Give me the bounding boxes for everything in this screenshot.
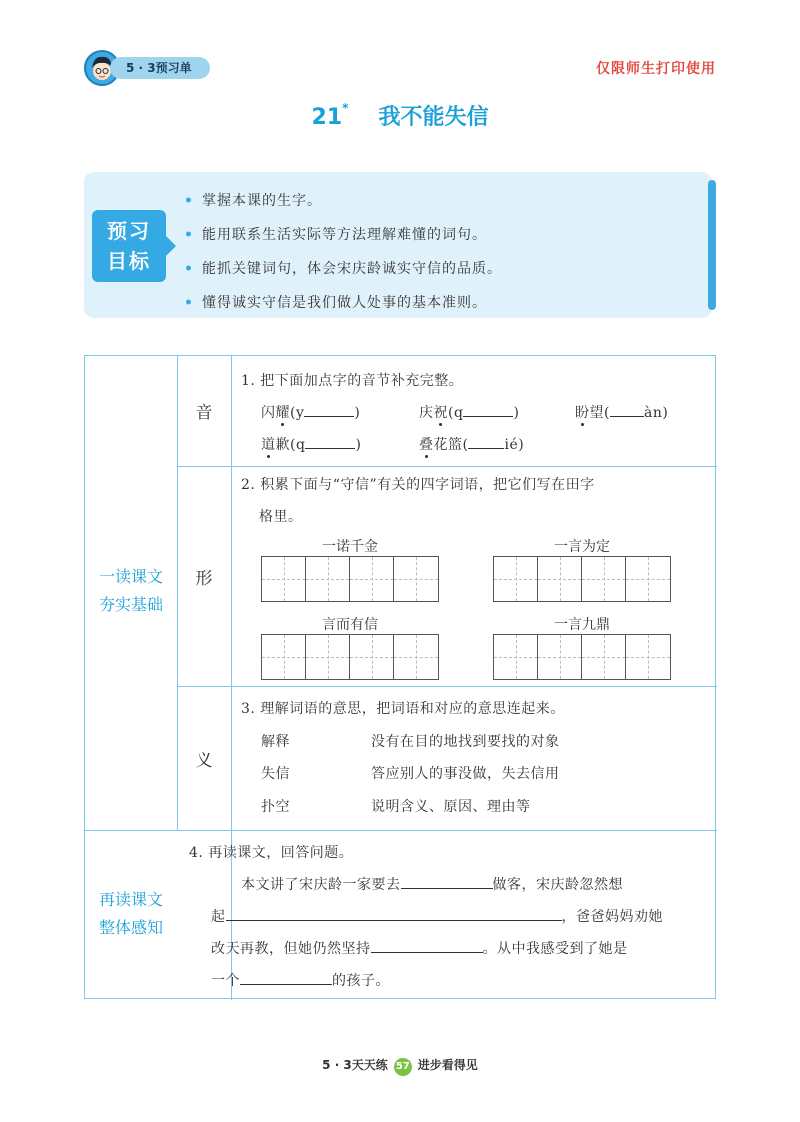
- lesson-mark: *: [342, 100, 349, 115]
- tian-grid[interactable]: [261, 556, 439, 602]
- sub-label-form: 形: [195, 569, 213, 589]
- word-part: ié): [504, 437, 525, 453]
- print-notice: 仅限师生打印使用: [596, 61, 716, 77]
- goal-item: • 懂得诚实守信是我们做人处事的基本准则。: [184, 286, 502, 320]
- tian-grid[interactable]: [261, 634, 439, 680]
- pinyin-item: [419, 434, 524, 454]
- answer-blank[interactable]: [371, 952, 483, 953]
- answer-line: [211, 970, 390, 990]
- section-label-line: 夯实基础: [98, 595, 163, 614]
- goals-tag-line1: 预习: [107, 219, 151, 243]
- lesson-name: 我不能失信: [378, 105, 489, 130]
- pinyin-item: [575, 402, 668, 422]
- idiom-label: 言而有信: [322, 617, 378, 633]
- tian-grid-group: [493, 614, 671, 680]
- answer-blank[interactable]: [240, 984, 332, 985]
- passage-text: 起: [211, 909, 226, 925]
- divider: [231, 356, 232, 1000]
- dotted-char: 盼: [575, 405, 590, 421]
- dotted-char: 道: [261, 437, 276, 453]
- dotted-char: 叠: [419, 437, 434, 453]
- match-word[interactable]: 扑空: [261, 799, 290, 815]
- tian-grid[interactable]: [493, 556, 671, 602]
- word-part: 望: [589, 405, 604, 421]
- passage-text: 的孩子。: [332, 973, 390, 989]
- preview-goals-panel: [84, 172, 712, 318]
- answer-line: [241, 874, 623, 894]
- question-2-prompt: 2. 积累下面与“守信”有关的四字词语，把它们写在田字: [241, 477, 595, 493]
- passage-text: 一个: [211, 973, 240, 989]
- word-part: ): [354, 405, 361, 421]
- page-number: 57: [394, 1058, 412, 1076]
- question-3-prompt: 3. 理解词语的意思，把词语和对应的意思连起来。: [241, 701, 565, 717]
- goals-side-strip: [708, 180, 716, 310]
- answer-blank[interactable]: [610, 416, 644, 417]
- word-part: (q: [448, 405, 464, 421]
- dotted-char: 祝: [433, 405, 448, 421]
- match-word[interactable]: 解释: [261, 734, 290, 750]
- goal-item: • 能抓关键词句，体会宋庆龄诚实守信的品质。: [184, 252, 502, 286]
- page-footer: [0, 1056, 800, 1076]
- answer-line: [211, 906, 663, 926]
- answer-blank[interactable]: [463, 416, 513, 417]
- section-label-first-read: [85, 563, 177, 619]
- divider: [85, 830, 717, 831]
- exercise-table: [84, 355, 716, 999]
- word-part: 歉: [275, 437, 290, 453]
- match-word[interactable]: 失信: [261, 766, 290, 782]
- tian-grid-group: [261, 614, 439, 680]
- answer-blank[interactable]: [468, 448, 504, 449]
- header-badge-label: 5 · 3预习单: [110, 57, 210, 79]
- question-2-prompt-cont: 格里。: [259, 509, 303, 525]
- tian-grid[interactable]: [493, 634, 671, 680]
- tian-grid-group: [493, 536, 671, 602]
- word-part: ): [513, 405, 520, 421]
- section-label-line: 一读课文: [98, 567, 163, 586]
- question-1-prompt: 1. 把下面加点字的音节补充完整。: [241, 373, 464, 389]
- word-part: ): [355, 437, 362, 453]
- sub-label-sound: 音: [195, 403, 213, 423]
- word-part: 花篮: [433, 437, 463, 453]
- goal-item: • 能用联系生活实际等方法理解难懂的词句。: [184, 218, 502, 252]
- lesson-title: [0, 100, 800, 131]
- word-part: (q: [290, 437, 306, 453]
- answer-blank[interactable]: [226, 920, 562, 921]
- passage-text: 改天再教，但她仍然坚持: [211, 941, 371, 957]
- word-part: (: [462, 437, 469, 453]
- section-label-line: 再读课文: [98, 890, 163, 909]
- answer-blank[interactable]: [304, 416, 354, 417]
- answer-blank[interactable]: [401, 888, 493, 889]
- passage-text: ，爸爸妈妈劝她: [561, 909, 663, 925]
- idiom-label: 一言为定: [554, 539, 610, 555]
- goals-list: [184, 184, 502, 320]
- sub-label-meaning: 义: [195, 751, 213, 771]
- answer-blank[interactable]: [305, 448, 355, 449]
- section-label-line: 整体感知: [98, 918, 163, 937]
- goals-tag-line2: 目标: [107, 249, 151, 273]
- answer-line: [211, 938, 628, 958]
- idiom-label: 一言九鼎: [554, 617, 610, 633]
- passage-text: 做客，宋庆龄忽然想: [492, 877, 623, 893]
- word-part: 庆: [419, 405, 434, 421]
- match-meaning[interactable]: 答应别人的事没做，失去信用: [371, 766, 560, 782]
- passage-text: 。从中我感受到了她是: [482, 941, 628, 957]
- pinyin-item: [261, 402, 360, 422]
- idiom-label: 一诺千金: [322, 539, 378, 555]
- match-meaning[interactable]: 没有在目的地找到要找的对象: [371, 734, 560, 750]
- question-4-prompt: 4. 再读课文，回答问题。: [189, 845, 354, 861]
- header-badge: [84, 50, 210, 86]
- divider: [177, 466, 717, 467]
- divider: [177, 686, 717, 687]
- word-part: (: [604, 405, 610, 421]
- word-part: 闪: [261, 405, 276, 421]
- footer-brand: 5 · 3天天练: [322, 1058, 388, 1072]
- pinyin-item: [261, 434, 361, 454]
- pinyin-item: [419, 402, 519, 422]
- footer-slogan: 进步看得见: [417, 1058, 478, 1072]
- lesson-number: 21: [311, 105, 343, 130]
- word-part: àn): [643, 405, 669, 421]
- word-part: (y: [290, 405, 305, 421]
- goal-item: • 掌握本课的生字。: [184, 184, 502, 218]
- goals-tag: [92, 210, 166, 282]
- section-label-second-read: [85, 886, 177, 942]
- passage-text: 本文讲了宋庆龄一家要去: [241, 877, 401, 893]
- tian-grid-group: [261, 536, 439, 602]
- match-meaning[interactable]: 说明含义、原因、理由等: [371, 799, 531, 815]
- dotted-char: 耀: [275, 405, 290, 421]
